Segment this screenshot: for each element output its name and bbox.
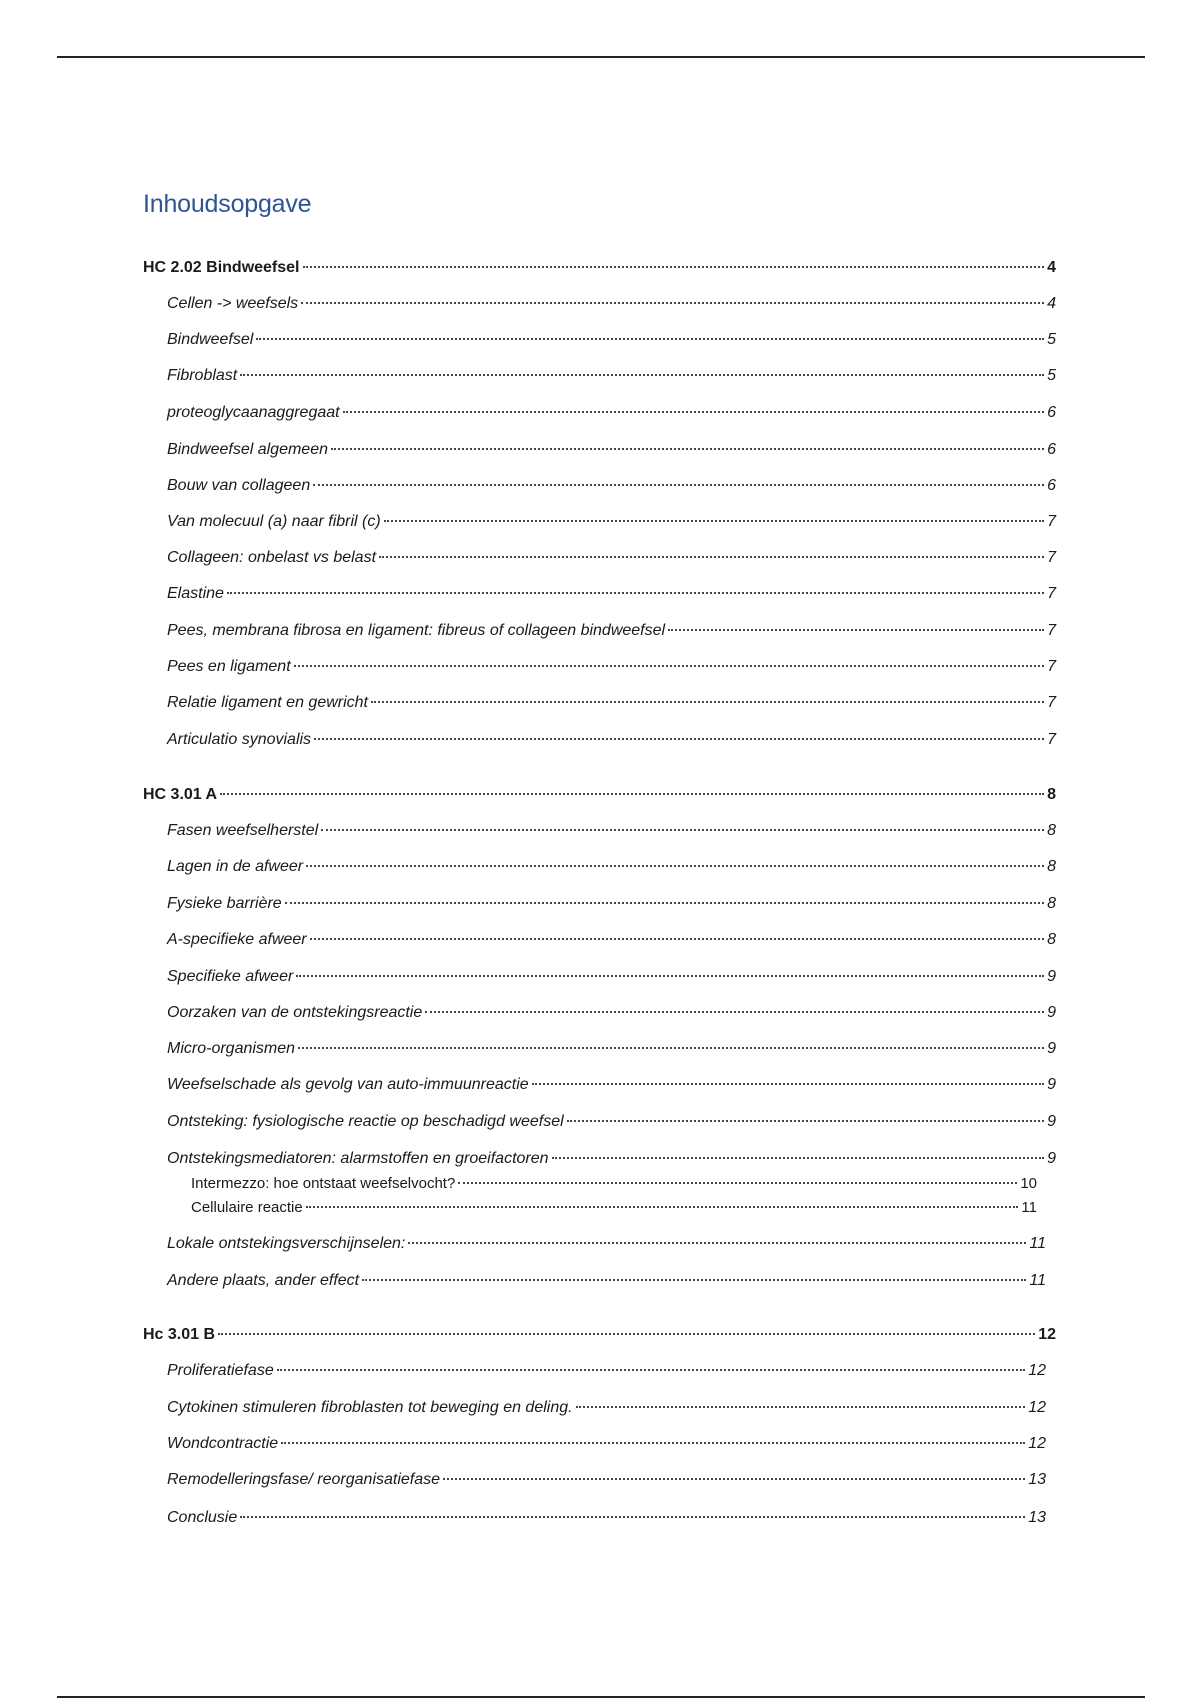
toc-entry-text: Oorzaken van de ontstekingsreactie <box>167 1004 423 1021</box>
toc-entry-page: 6 <box>1047 441 1056 458</box>
toc-entry-page: 8 <box>1047 822 1056 839</box>
toc-entry-text: Micro-organismen <box>167 1040 296 1057</box>
toc-entry-text: Elastine <box>167 585 224 602</box>
toc-entry-section[interactable] <box>143 786 1056 808</box>
dot-leader <box>321 829 1044 831</box>
toc-entry-page: 13 <box>1028 1509 1046 1526</box>
toc-entry-text: Weefselschade als gevolg van auto-immuunreactie <box>167 1076 529 1093</box>
toc-entry-page: 7 <box>1047 694 1056 711</box>
toc-entry-text: A-specifieke afweer <box>167 931 307 948</box>
toc-entry-page: 6 <box>1047 404 1056 421</box>
toc-entry[interactable] <box>167 658 1056 680</box>
toc-entry-page: 9 <box>1047 1113 1056 1130</box>
dot-leader <box>668 629 1044 631</box>
toc-entry-text: Lagen in de afweer <box>167 858 304 875</box>
dot-leader <box>310 938 1044 940</box>
toc-entry[interactable] <box>167 822 1056 844</box>
toc-entry-sub[interactable] <box>191 1199 1037 1221</box>
toc-entry-text: Fysieke barrière <box>167 895 282 912</box>
dot-leader <box>576 1406 1026 1408</box>
toc-entry[interactable] <box>167 585 1056 607</box>
dot-leader <box>306 1206 1019 1208</box>
toc-entry-text: Fasen weefselherstel <box>167 822 319 839</box>
toc-entry-section[interactable] <box>143 259 1056 281</box>
toc-entry-text: Remodelleringsfase/ reorganisatiefase <box>167 1471 441 1488</box>
toc-entry[interactable] <box>167 1362 1046 1384</box>
dot-leader <box>532 1083 1044 1085</box>
toc-entry-text: Bindweefsel algemeen <box>167 441 328 458</box>
dot-leader <box>552 1157 1045 1159</box>
dot-leader <box>218 1333 1035 1335</box>
toc-entry-page: 9 <box>1047 1150 1056 1167</box>
toc-entry[interactable] <box>167 1435 1046 1457</box>
toc-entry-page: 12 <box>1038 1326 1056 1343</box>
toc-entry-text: Relatie ligament en gewricht <box>167 694 368 711</box>
toc-entry-page: 11 <box>1021 1199 1037 1216</box>
dot-leader <box>314 738 1044 740</box>
toc-entry-text: Cellen -> weefsels <box>167 295 299 312</box>
dot-leader <box>379 556 1044 558</box>
toc-entry[interactable] <box>167 1399 1046 1421</box>
toc-entry[interactable] <box>167 1471 1046 1493</box>
toc-entry-text: Hc 3.01 B <box>143 1326 216 1343</box>
dot-leader <box>384 520 1044 522</box>
toc-entry-page: 7 <box>1047 549 1056 566</box>
dot-leader <box>298 1047 1044 1049</box>
dot-leader <box>281 1442 1025 1444</box>
dot-leader <box>240 374 1044 376</box>
toc-entry[interactable] <box>167 441 1056 463</box>
toc-entry-text: Intermezzo: hoe ontstaat weefselvocht? <box>191 1175 456 1192</box>
toc-entry-text: HC 2.02 Bindweefsel <box>143 259 300 276</box>
toc-entry-page: 6 <box>1047 477 1056 494</box>
toc-entry-text: Articulatio synovialis <box>167 731 312 748</box>
toc-entry-page: 5 <box>1047 331 1056 348</box>
toc-entry-page: 7 <box>1047 731 1056 748</box>
toc-entry-text: Andere plaats, ander effect <box>167 1272 360 1289</box>
header-rule <box>57 56 1145 58</box>
dot-leader <box>227 592 1044 594</box>
dot-leader <box>331 448 1044 450</box>
toc-entry[interactable] <box>167 622 1056 644</box>
toc-entry[interactable] <box>167 968 1056 990</box>
toc-entry-page: 13 <box>1028 1471 1046 1488</box>
toc-entry-page: 7 <box>1047 622 1056 639</box>
dot-leader <box>220 793 1044 795</box>
toc-entry-page: 8 <box>1047 786 1056 803</box>
toc-entry[interactable] <box>167 367 1056 389</box>
toc-entry-text: Bouw van collageen <box>167 477 311 494</box>
dot-leader <box>240 1516 1025 1518</box>
toc-entry[interactable] <box>167 1150 1056 1172</box>
toc-entry-text: Cellulaire reactie <box>191 1199 303 1216</box>
toc-entry-page: 9 <box>1047 968 1056 985</box>
toc-entry[interactable] <box>167 1076 1056 1098</box>
toc-entry-text: Bindweefsel <box>167 331 254 348</box>
dot-leader <box>408 1242 1026 1244</box>
toc-entry-page: 11 <box>1029 1235 1046 1252</box>
toc-entry-text: Ontsteking: fysiologische reactie op beschadigd weefsel <box>167 1113 564 1130</box>
dot-leader <box>294 665 1044 667</box>
toc-entry-text: Collageen: onbelast vs belast <box>167 549 377 566</box>
toc-entry[interactable] <box>167 477 1056 499</box>
toc-entry-page: 12 <box>1028 1399 1046 1416</box>
toc-entry-page: 5 <box>1047 367 1056 384</box>
toc-entry-text: HC 3.01 A <box>143 786 218 803</box>
toc-entry-text: Pees, membrana fibrosa en ligament: fibreus of collageen bindweefsel <box>167 622 666 639</box>
dot-leader <box>306 865 1044 867</box>
footer-rule <box>57 1696 1145 1698</box>
toc-entry[interactable] <box>167 1004 1056 1026</box>
dot-leader <box>301 302 1044 304</box>
toc-entry[interactable] <box>167 513 1056 535</box>
toc-entry[interactable] <box>167 1235 1046 1257</box>
dot-leader <box>285 902 1044 904</box>
dot-leader <box>567 1120 1044 1122</box>
toc-entry[interactable] <box>167 1509 1046 1531</box>
toc-entry-text: Proliferatiefase <box>167 1362 274 1379</box>
toc-entry-page: 10 <box>1020 1175 1037 1192</box>
toc-entry-text: Wondcontractie <box>167 1435 279 1452</box>
toc-entry[interactable] <box>167 549 1056 571</box>
toc-entry[interactable] <box>167 931 1056 953</box>
toc-entry-text: Specifieke afweer <box>167 968 294 985</box>
toc-entry-page: 7 <box>1047 513 1056 530</box>
dot-leader <box>343 411 1045 413</box>
toc-entry-text: Conclusie <box>167 1509 238 1526</box>
toc-entry-text: Van molecuul (a) naar fibril (c) <box>167 513 381 530</box>
toc-entry[interactable] <box>167 895 1056 917</box>
toc-entry-section[interactable] <box>143 1326 1056 1348</box>
toc-entry[interactable] <box>167 331 1056 353</box>
toc-entry[interactable] <box>167 295 1056 317</box>
dot-leader <box>362 1279 1026 1281</box>
toc-entry-page: 9 <box>1047 1040 1056 1057</box>
toc-entry-sub[interactable] <box>191 1175 1037 1197</box>
toc-entry-page: 7 <box>1047 585 1056 602</box>
toc-entry[interactable] <box>167 694 1056 716</box>
dot-leader <box>296 975 1044 977</box>
dot-leader <box>425 1011 1044 1013</box>
toc-entry-text: Ontstekingsmediatoren: alarmstoffen en groeifactoren <box>167 1150 549 1167</box>
dot-leader <box>303 266 1045 268</box>
dot-leader <box>313 484 1044 486</box>
toc-entry[interactable] <box>167 404 1056 426</box>
toc-entry-text: Lokale ontstekingsverschijnselen: <box>167 1235 406 1252</box>
toc-entry-page: 4 <box>1047 259 1056 276</box>
toc-entry[interactable] <box>167 1113 1056 1135</box>
toc-entry-text: Pees en ligament <box>167 658 291 675</box>
toc-entry-page: 4 <box>1047 295 1056 312</box>
toc-entry-page: 9 <box>1047 1076 1056 1093</box>
toc-entry-page: 12 <box>1028 1435 1046 1452</box>
dot-leader <box>371 701 1044 703</box>
toc-entry-page: 8 <box>1047 858 1056 875</box>
toc-entry[interactable] <box>167 1040 1056 1062</box>
toc-entry-page: 11 <box>1029 1272 1046 1289</box>
toc-entry-page: 7 <box>1047 658 1056 675</box>
toc-entry[interactable] <box>167 858 1056 880</box>
toc-entry-text: Cytokinen stimuleren fibroblasten tot beweging en deling. <box>167 1399 573 1416</box>
toc-entry-page: 9 <box>1047 1004 1056 1021</box>
dot-leader <box>443 1478 1025 1480</box>
toc-entry[interactable] <box>167 731 1056 753</box>
toc-entry-page: 8 <box>1047 931 1056 948</box>
toc-entry-page: 12 <box>1028 1362 1046 1379</box>
toc-entry-page: 8 <box>1047 895 1056 912</box>
toc-entry[interactable] <box>167 1272 1046 1294</box>
dot-leader <box>277 1369 1025 1371</box>
toc-entry-text: proteoglycaanaggregaat <box>167 404 340 421</box>
dot-leader <box>458 1182 1017 1184</box>
toc-title: Inhoudsopgave <box>143 190 312 218</box>
toc-entry-text: Fibroblast <box>167 367 238 384</box>
dot-leader <box>256 338 1044 340</box>
